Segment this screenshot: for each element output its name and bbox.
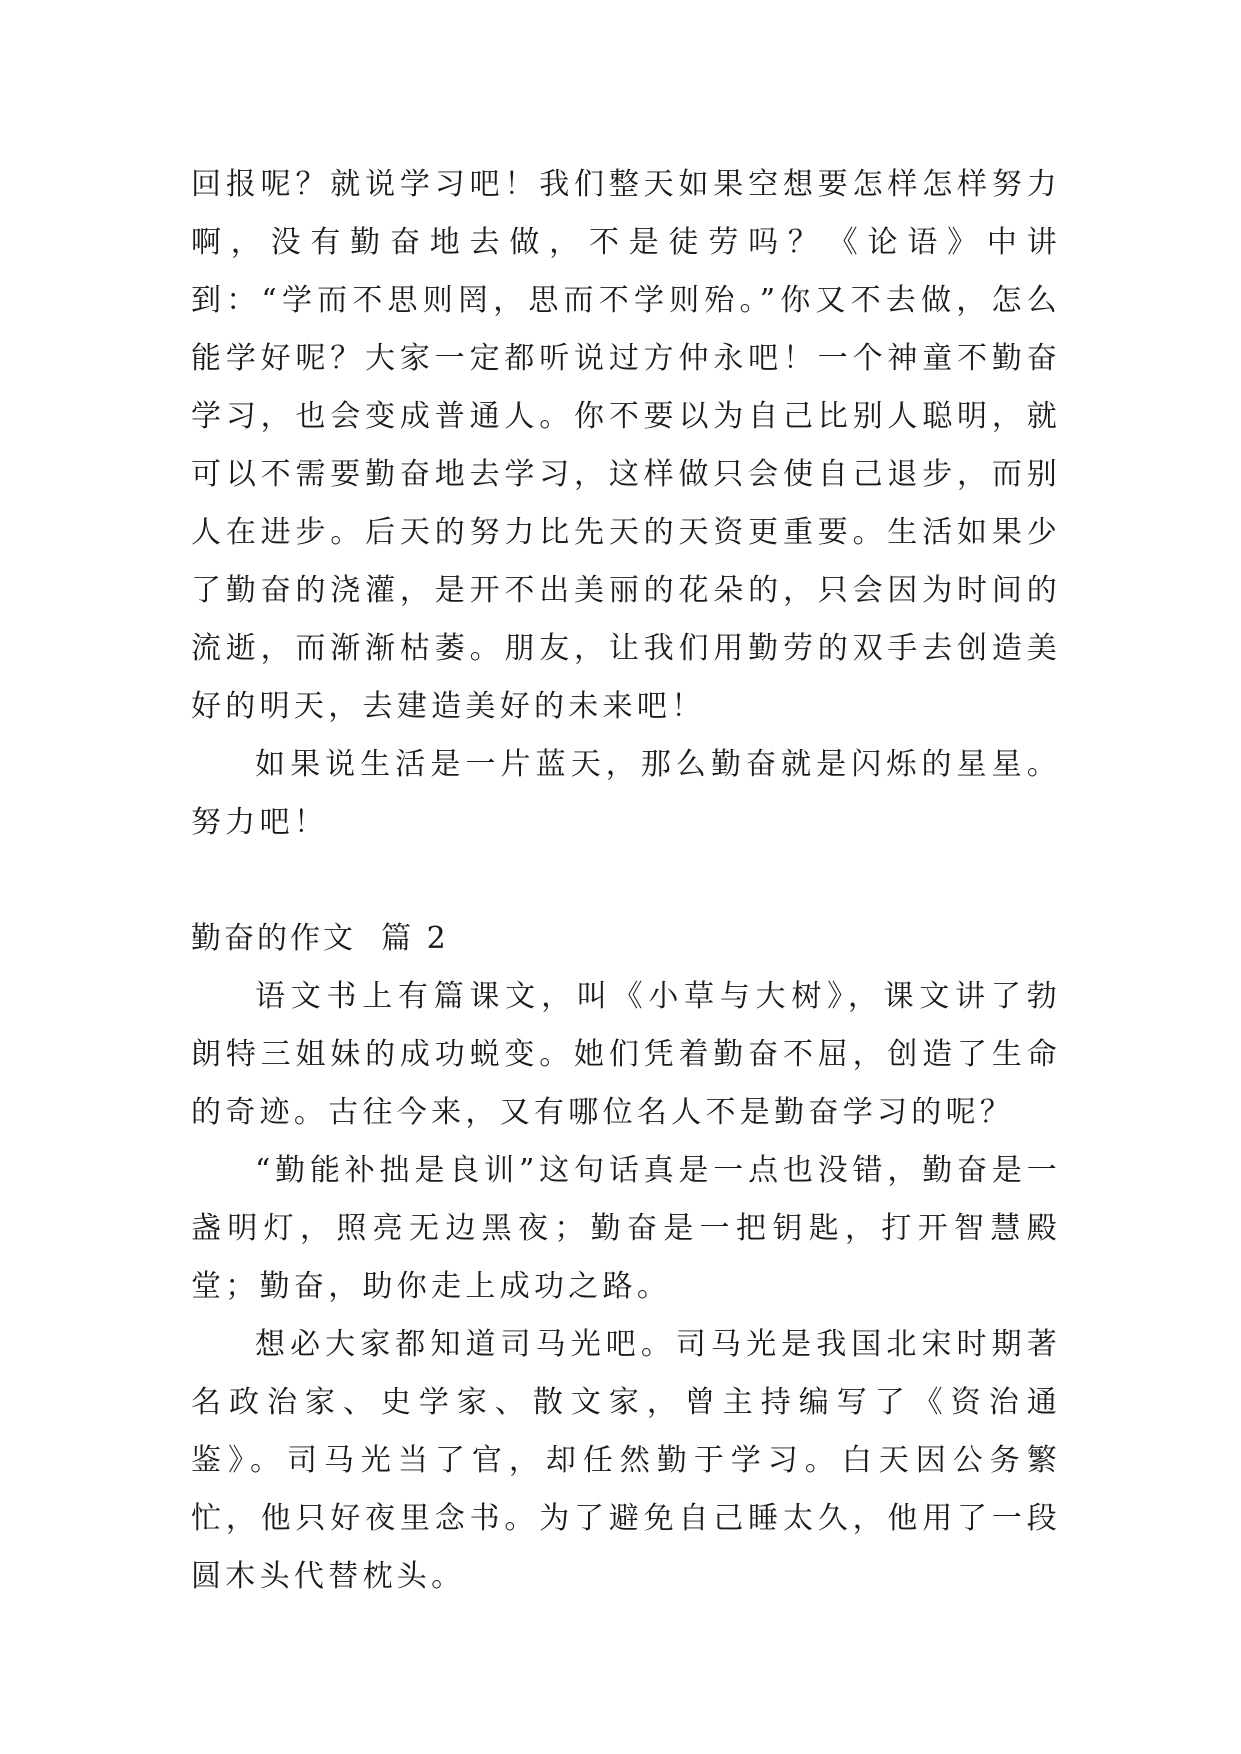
- paragraph-closing: 如果说生活是一片蓝天，那么勤奋就是闪烁的星星。努力吧！: [191, 747, 1061, 840]
- paragraph-section-3: 想必大家都知道司马光吧。司马光是我国北宋时期著名政治家、史学家、散文家，曾主持编写了《资治通鉴》。司马光当了官，却任然勤于学习。白天因公务繁忙，他只好夜里念书。为了避免自己睡太久，他用了一段圆木头代替枕头。: [191, 1327, 1061, 1594]
- document-body: [191, 156, 1061, 1606]
- section-spacer: [191, 852, 1061, 910]
- paragraph-section-1: 语文书上有篇课文，叫《小草与大树》，课文讲了勃朗特三姐妹的成功蜕变。她们凭着勤奋不屈，创造了生命的奇迹。古往今来，又有哪位名人不是勤奋学习的呢？: [191, 979, 1061, 1130]
- paragraph-section-2: “勤能补拙是良训”这句话真是一点也没错，勤奋是一盏明灯，照亮无边黑夜；勤奋是一把钥匙，打开智慧殿堂；勤奋，助你走上成功之路。: [191, 1153, 1061, 1304]
- section-heading: 勤奋的作文 篇 2: [191, 921, 449, 956]
- paragraph-continued: 回报呢？就说学习吧！我们整天如果空想要怎样怎样努力啊，没有勤奋地去做，不是徒劳吗？《论语》中讲到：“学而不思则罔，思而不学则殆。”你又不去做，怎么能学好呢？大家一定都听说过方仲永吧！一个神童不勤奋学习，也会变成普通人。你不要以为自己比别人聪明，就可以不需要勤奋地去学习，这样做只会使自己退步，而别人在进步。后天的努力比先天的天资更重要。生活如果少了勤奋的浇灌，是开不出美丽的花朵的，只会因为时间的流逝，而渐渐枯萎。朋友，让我们用勤劳的双手去创造美好的明天，去建造美好的未来吧！: [191, 167, 1061, 724]
